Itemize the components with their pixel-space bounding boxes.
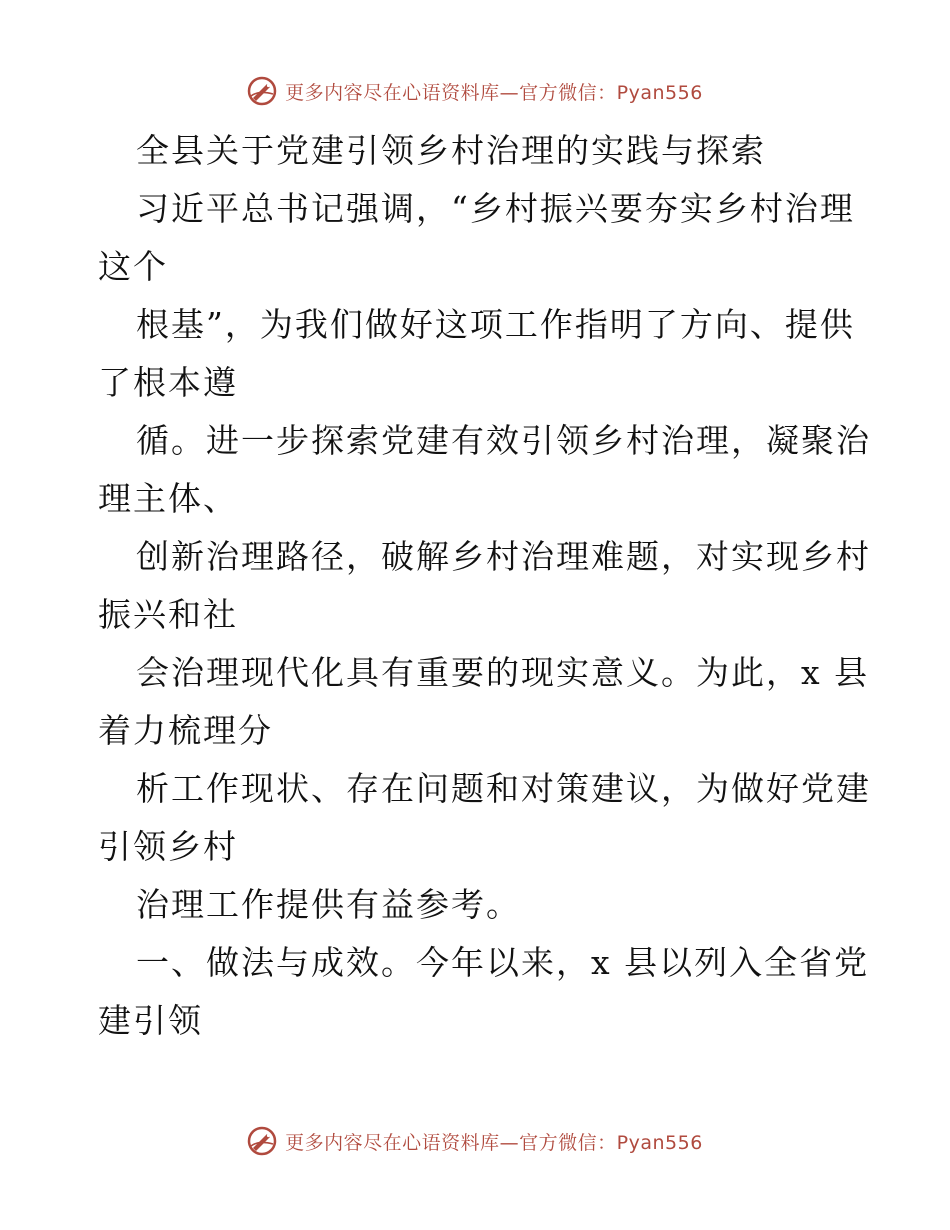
paragraph-line: 治理工作提供有益参考。 <box>136 885 521 924</box>
header-banner <box>0 71 950 111</box>
paragraph-line: 理主体、 <box>98 479 238 518</box>
footer-banner-text: 更多内容尽在心语资料库—官方微信：Pyan556 <box>285 1131 703 1154</box>
paragraph-line: 创新治理路径，破解乡村治理难题，对实现乡村 <box>136 537 871 576</box>
header-banner-text: 更多内容尽在心语资料库—官方微信：Pyan556 <box>285 81 703 104</box>
paragraph-line: 振兴和社 <box>98 595 238 634</box>
paragraph-line: 了根本遵 <box>98 363 238 402</box>
paragraph-line: 析工作现状、存在问题和对策建议，为做好党建 <box>136 769 871 808</box>
paragraph-line: 循。进一步探索党建有效引领乡村治理，凝聚治 <box>136 421 871 460</box>
paragraph-line: 根基”，为我们做好这项工作指明了方向、提供 <box>136 305 855 344</box>
section-heading-line: 一、做法与成效。今年以来，x 县以列入全省党 <box>136 943 870 982</box>
document-title: 全县关于党建引领乡村治理的实践与探索 <box>136 131 766 170</box>
pen-nib-logo-icon <box>247 76 277 106</box>
paragraph-line: 习近平总书记强调，“乡村振兴要夯实乡村治理 <box>136 189 855 228</box>
footer-banner <box>0 1121 950 1161</box>
paragraph-line: 引领乡村 <box>98 827 238 866</box>
pen-nib-logo-icon <box>247 1126 277 1156</box>
paragraph-line: 着力梳理分 <box>98 711 273 750</box>
paragraph-line: 会治理现代化具有重要的现实意义。为此，x 县 <box>136 653 870 692</box>
paragraph-line: 建引领 <box>98 1001 203 1040</box>
document-body <box>98 122 871 1050</box>
paragraph-line: 这个 <box>98 247 168 286</box>
